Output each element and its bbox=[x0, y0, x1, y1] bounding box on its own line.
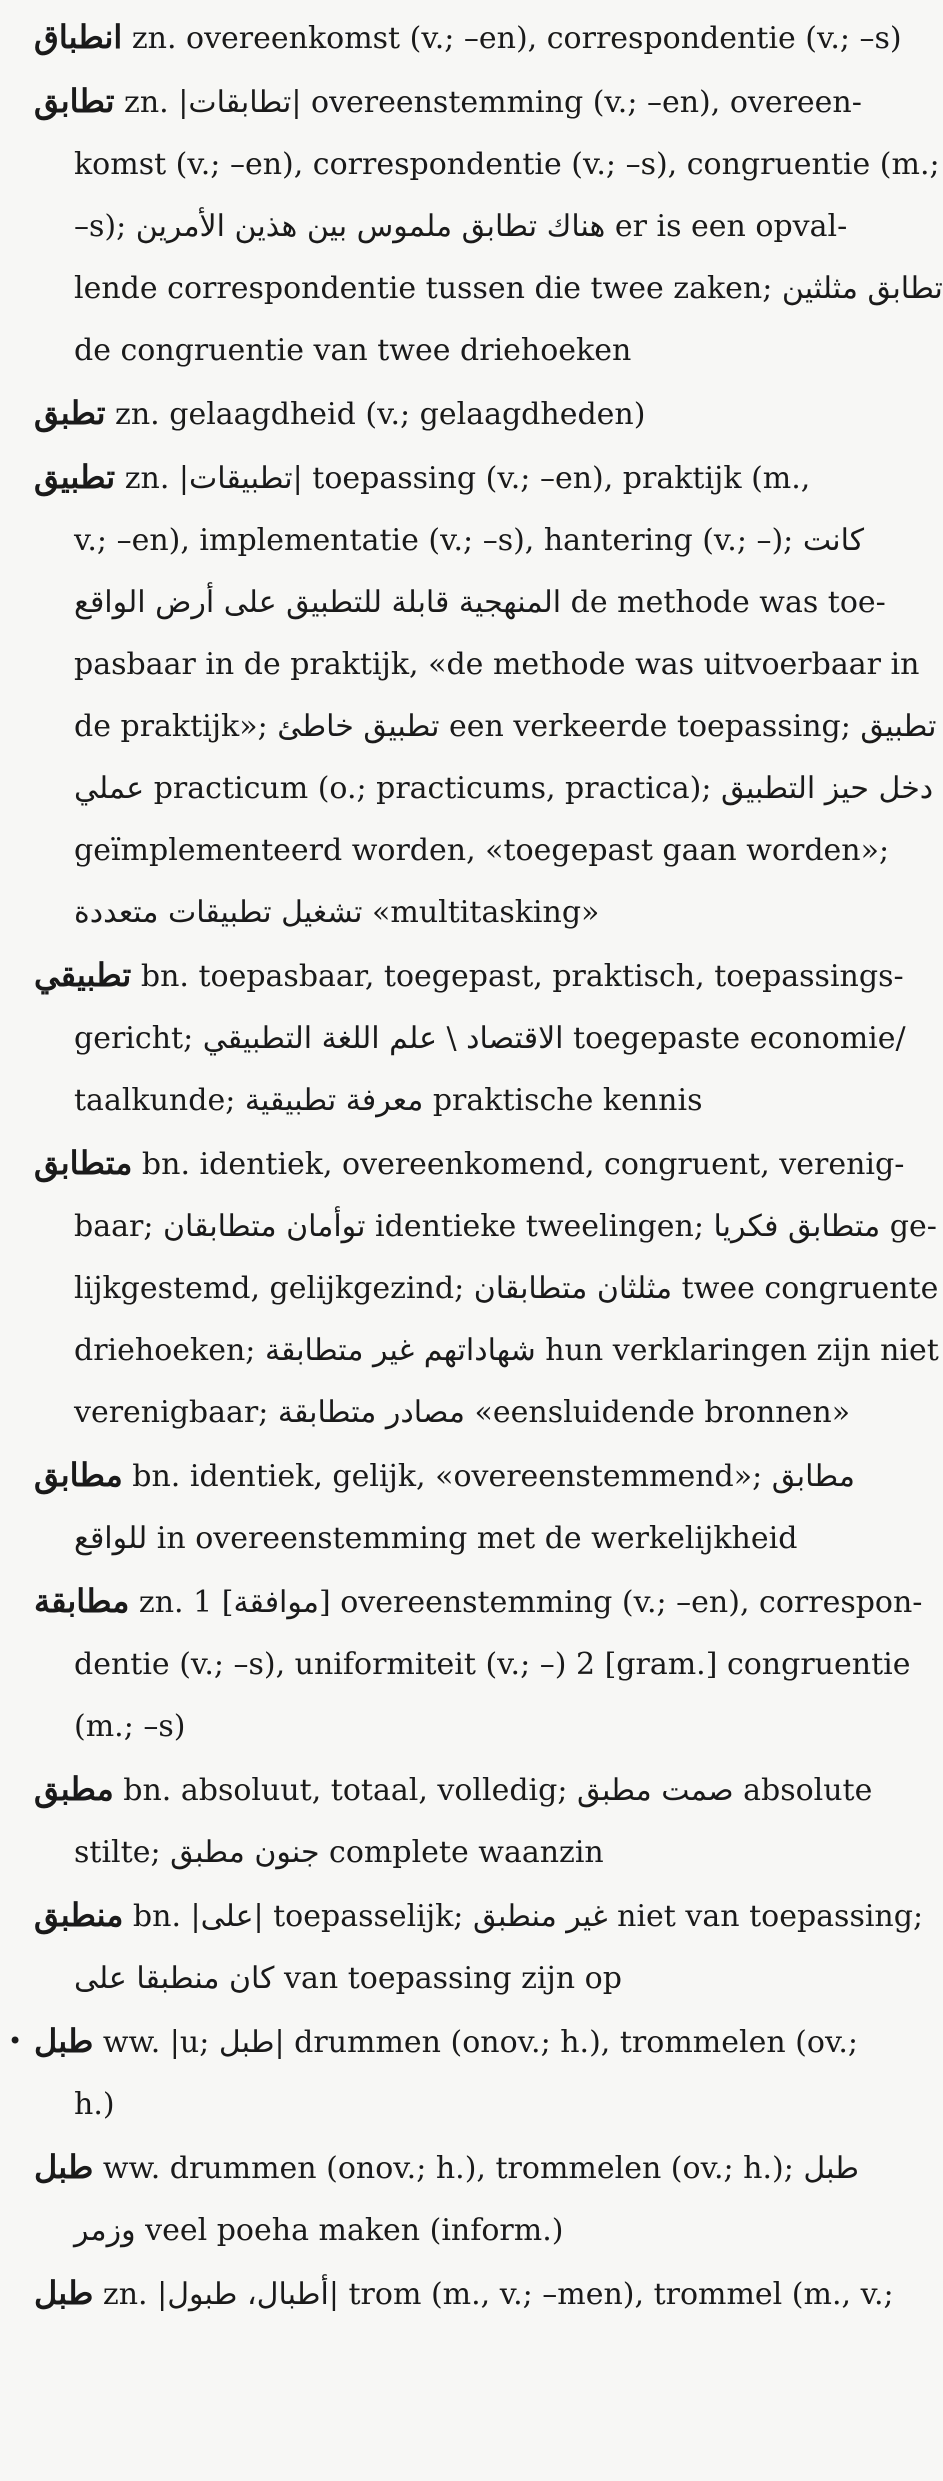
continuation-line: komst (v.; –en), correspondentie (v.; –s), congruentie (m.; bbox=[74, 147, 940, 182]
entry-8 bbox=[34, 1570, 923, 1758]
headword: مطابقة bbox=[34, 1582, 130, 1620]
continuation-line: verenigbaar; مصادر متطابقة «eensluidende bronnen» bbox=[74, 1395, 851, 1430]
headword: طبل bbox=[34, 2148, 94, 2186]
definition: zn. |تطابقات| overeenstemming (v.; –en), overeen- bbox=[114, 85, 862, 120]
entry-first-line bbox=[34, 1570, 923, 1634]
entry-first-line bbox=[34, 1884, 924, 1948]
headword: طبل bbox=[34, 2022, 94, 2060]
entry-first-line bbox=[8, 2010, 871, 2074]
definition: bn. absoluut, totaal, volledig; صمت مطبق absolute bbox=[113, 1773, 873, 1808]
continuation-line: pasbaar in de praktijk, «de methode was uitvoerbaar in bbox=[74, 647, 920, 682]
continuation-line: dentie (v.; –s), uniformiteit (v.; –) 2 [gram.] congruentie bbox=[74, 1647, 911, 1682]
definition: ww. |u; طبل| drummen (onov.; h.), trommelen (ov.; bbox=[93, 2025, 858, 2060]
entry-first-line bbox=[34, 1758, 871, 1822]
entry-first-line bbox=[34, 1132, 905, 1196]
definition: zn. gelaagdheid (v.; gelaagdheden) bbox=[105, 397, 646, 432]
headword: تطبيقي bbox=[34, 956, 132, 994]
continuation-line: تشغيل تطبيقات متعددة «multitasking» bbox=[74, 895, 600, 930]
definition: bn. toepasbaar, toegepast, praktisch, toepassings- bbox=[131, 959, 904, 994]
continuation-line: v.; –en), implementatie (v.; –s), hantering (v.; –); كانت bbox=[74, 523, 865, 558]
continuation-line: للواقع in overeenstemming met de werkelijkheid bbox=[74, 1521, 798, 1556]
continuation-line: geïmplementeerd worden, «toegepast gaan worden»; bbox=[74, 833, 890, 868]
definition: bn. identiek, gelijk, «overeenstemmend»; مطابق bbox=[122, 1459, 855, 1494]
continuation-line: المنهجية قابلة للتطبيق على أرض الواقع de methode was toe- bbox=[74, 585, 886, 620]
entry-first-line bbox=[34, 382, 871, 446]
entry-first-line bbox=[34, 1444, 871, 1508]
continuation-line: lende correspondentie tussen die twee zaken; تطابق مثلثين bbox=[74, 271, 943, 306]
continuation-line: de praktijk»; تطبيق خاطئ een verkeerde toepassing; تطبيق bbox=[74, 709, 937, 744]
headword: منطبق bbox=[34, 1896, 124, 1934]
entry-6 bbox=[34, 1132, 939, 1444]
entry-12 bbox=[34, 2136, 871, 2262]
continuation-line: taalkunde; معرفة تطبيقية praktische kennis bbox=[74, 1083, 703, 1118]
continuation-line: gericht; الاقتصاد \ علم اللغة التطبيقي toegepaste economie/ bbox=[74, 1021, 906, 1056]
entry-10 bbox=[34, 1884, 924, 2010]
entry-first-line bbox=[34, 70, 871, 134]
entry-9 bbox=[34, 1758, 871, 1884]
continuation-line: كان منطبقا على van toepassing zijn op bbox=[74, 1961, 622, 1996]
continuation-line: de congruentie van twee driehoeken bbox=[74, 333, 632, 368]
entry-1 bbox=[34, 6, 902, 70]
headword: متطابق bbox=[34, 1144, 133, 1182]
entry-2 bbox=[34, 70, 943, 382]
entry-first-line bbox=[34, 6, 902, 70]
definition: zn. |أطبال، طبول| trom (m., v.; –men), trommel (m., v.; bbox=[93, 2277, 894, 2312]
continuation-line: –s); هناك تطابق ملموس بين هذين الأمرين er is een opval- bbox=[74, 209, 848, 244]
headword: تطابق bbox=[34, 82, 115, 120]
entry-first-line bbox=[34, 2136, 871, 2200]
bullet-marker: • bbox=[8, 2027, 23, 2055]
headword: تطبق bbox=[34, 394, 106, 432]
continuation-line: driehoeken; شهاداتهم غير متطابقة hun verklaringen zijn niet bbox=[74, 1333, 939, 1368]
continuation-line: (m.; –s) bbox=[74, 1709, 186, 1744]
definition: bn. identiek, overeenkomend, congruent, verenig- bbox=[132, 1147, 905, 1182]
entry-3 bbox=[34, 382, 871, 446]
continuation-line: عملي practicum (o.; practicums, practica); دخل حيز التطبيق bbox=[74, 771, 934, 806]
continuation-line: lijkgestemd, gelijkgezind; مثلثان متطابقان twee congruente bbox=[74, 1271, 939, 1306]
definition: zn. 1 [موافقة] overeenstemming (v.; –en), correspon- bbox=[129, 1585, 923, 1620]
headword: تطبيق bbox=[34, 458, 116, 496]
continuation-line: h.) bbox=[74, 2087, 115, 2122]
definition: ww. drummen (onov.; h.), trommelen (ov.; h.); طبل bbox=[93, 2151, 859, 2186]
entry-7 bbox=[34, 1444, 871, 1570]
entry-4 bbox=[34, 446, 937, 944]
headword: طبل bbox=[34, 2274, 94, 2312]
entry-first-line bbox=[34, 944, 904, 1008]
headword: انطباق bbox=[34, 18, 123, 56]
entry-first-line bbox=[34, 2262, 894, 2326]
entry-13 bbox=[34, 2262, 894, 2326]
headword: مطبق bbox=[34, 1770, 114, 1808]
continuation-line: stilte; جنون مطبق complete waanzin bbox=[74, 1835, 604, 1870]
entry-11 bbox=[8, 2010, 871, 2136]
definition: zn. |تطبيقات| toepassing (v.; –en), praktijk (m., bbox=[115, 461, 811, 496]
headword: مطابق bbox=[34, 1456, 123, 1494]
entry-5 bbox=[34, 944, 906, 1132]
continuation-line: baar; توأمان متطابقان identieke tweelingen; متطابق فكريا ge- bbox=[74, 1209, 937, 1244]
continuation-line: وزمر veel poeha maken (inform.) bbox=[74, 2213, 564, 2248]
definition: zn. overeenkomst (v.; –en), correspondentie (v.; –s) bbox=[122, 21, 902, 56]
entry-first-line bbox=[34, 446, 871, 510]
definition: bn. |على| toepasselijk; غير منطبق niet van toepassing; bbox=[123, 1899, 924, 1934]
